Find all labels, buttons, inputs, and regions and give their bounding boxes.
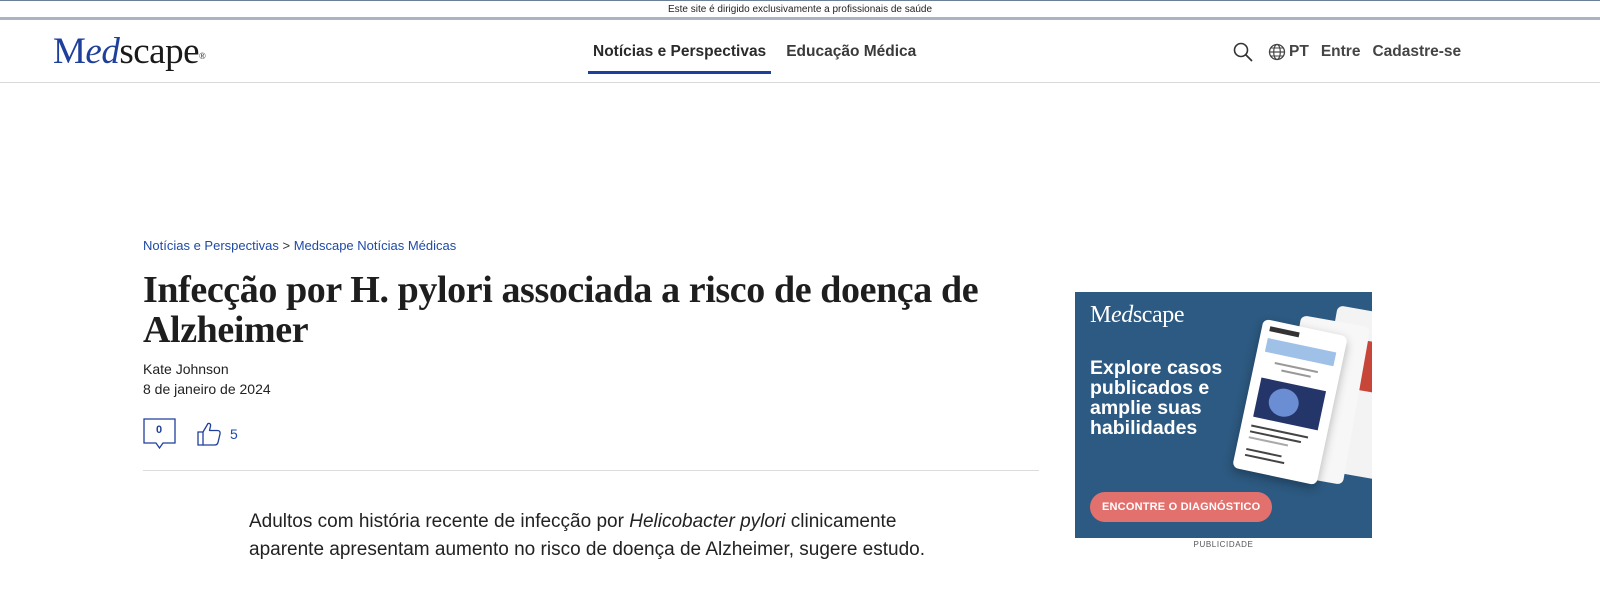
article-date: 8 de janeiro de 2024 <box>143 381 271 397</box>
ad-headline: Explore casos publicados e amplie suas habilidades <box>1090 357 1223 439</box>
site-header <box>0 20 1600 83</box>
ad-medscape-logo: Medscape <box>1090 302 1185 328</box>
nav-tab-education[interactable]: Educação Médica <box>786 43 917 60</box>
comments-button[interactable] <box>143 418 176 450</box>
lead-organism-name: Helicobacter pylori <box>629 511 786 532</box>
article-lead: Adultos com história recente de infecção por Helicobacter pylori clinicamente aparente apresentam aumento no risco de doença de Alzheimer, sugere estudo. <box>249 511 925 560</box>
globe-icon <box>1268 43 1286 61</box>
language-selector[interactable] <box>1268 43 1309 61</box>
top-ad-slot <box>390 90 1150 180</box>
breadcrumb <box>143 238 456 253</box>
audience-notice: Este site é dirigido exclusivamente a profissionais de saúde <box>0 0 1600 20</box>
article-divider <box>143 470 1039 471</box>
article-title: Infecção por H. pylori associada a risco de doença de Alzheimer <box>143 269 979 351</box>
login-link[interactable]: Entre <box>1320 42 1361 60</box>
header-utilities <box>1232 20 1473 83</box>
thumbs-up-icon <box>196 421 222 447</box>
ad-label: PUBLICIDADE <box>1193 540 1254 549</box>
breadcrumb-news-link[interactable]: Notícias e Perspectivas <box>143 238 279 253</box>
like-button[interactable] <box>196 421 238 447</box>
article-actions <box>143 418 238 450</box>
medscape-logo[interactable]: Medscape® <box>53 31 206 72</box>
nav-tab-news[interactable]: Notícias e Perspectivas <box>588 20 771 74</box>
signup-link[interactable]: Cadastre-se <box>1372 42 1462 60</box>
breadcrumb-section-link[interactable]: Medscape Notícias Médicas <box>293 238 457 253</box>
sidebar-ad[interactable] <box>1075 292 1372 538</box>
search-icon[interactable] <box>1232 41 1254 63</box>
breadcrumb-separator: > <box>282 238 291 253</box>
article-author[interactable]: Kate Johnson <box>143 361 229 377</box>
ad-cta-button[interactable]: ENCONTRE O DIAGNÓSTICO <box>1090 492 1272 522</box>
like-count: 5 <box>230 426 238 442</box>
main-nav <box>588 20 931 83</box>
comment-count: 0 <box>155 424 163 436</box>
language-label: PT <box>1289 42 1309 60</box>
